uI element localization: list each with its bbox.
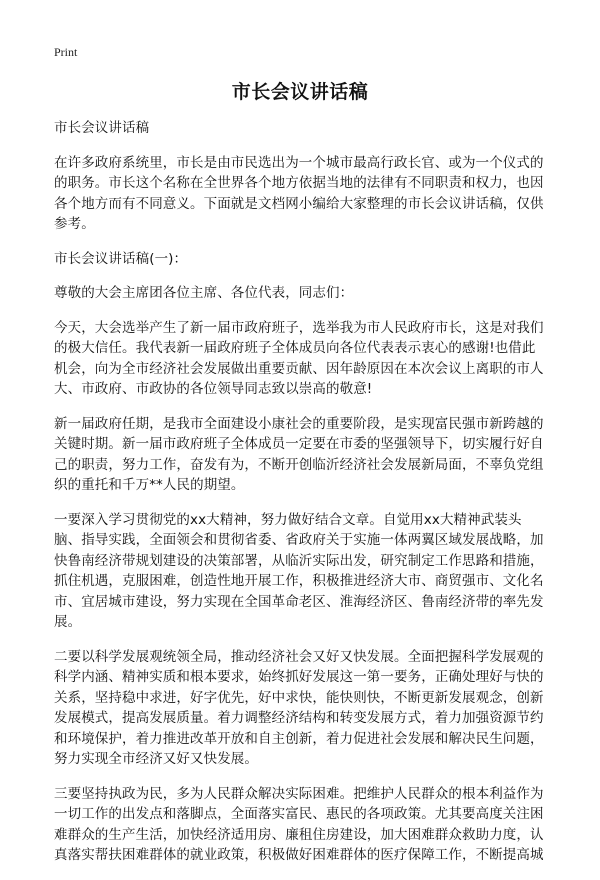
speech-paragraph: 二要以科学发展观统领全局，推动经济社会又好又快发展。全面把握科学发展观的科学内涵、精神实质和根本要求，始终抓好发展这一第一要务，正确处理好与快的关系，坚持稳中求进，好字优先，好中求快，能快则快，不断更新发展观念，创新发展模式，提高发展质量。着力调整经济结构和转变发展方式，着力加强资源节约和环境保护，着力推进改革开放和自主创新，着力促进社会发展和解决民生问题，努力实现全市经济又好又快发展。 bbox=[54, 648, 544, 767]
speech-heading: 市长会议讲话稿(一)： bbox=[54, 250, 188, 267]
section-heading: 市长会议讲话稿 bbox=[54, 120, 150, 136]
salutation-paragraph: 尊敬的大会主席团各位主席、各位代表，同志们： bbox=[54, 285, 354, 301]
document-body bbox=[54, 118, 545, 880]
speech-paragraph: 新一届政府任期，是我市全面建设小康社会的重要阶段，是实现富民强市新跨越的关键时期。新一届市政府班子全体成员一定要在市委的坚强领导下，切实履行好自己的职责，努力工作，奋发有为，不断开创临沂经济社会发展新局面，不辜负党组织的重托和千万**人民的期望。 bbox=[54, 415, 544, 493]
page-title: 市长会议讲话稿 bbox=[231, 81, 369, 103]
intro-paragraph: 在许多政府系统里，市长是由市民选出为一个城市最高行政长官、或为一个仪式的的职务。市长这个名称在全世界各个地方依据当地的法律有不同职责和权力，也因各个地方而有不同意义。下面就是文档网小编给大家整理的市长会议讲话稿，仅供参考。 bbox=[54, 154, 544, 232]
speech-paragraph: 一要深入学习贯彻党的xx大精神，努力做好结合文章。自觉用xx大精神武装头脑、指导实践，全面领会和贯彻省委、省政府关于实施一体两翼区域发展战略，加快鲁南经济带规划建设的决策部署，从临沂实际出发，研究制定工作思路和措施，抓住机遇，克服困难，创造性地开展工作，积极推进经济大市、商贸强市、文化名市、宜居城市建设，努力实现在全国革命老区、淮海经济区、鲁南经济带的率先发展。 bbox=[54, 511, 544, 630]
speech-paragraph: 三要坚持执政为民，多为人民群众解决实际困难。把维护人民群众的根本利益作为一切工作的出发点和落脚点，全面落实富民、惠民的各项政策。尤其要高度关注困难群众的生产生活，加快经济适用房、廉租住房建设，加大困难群众救助力度，认真落实帮扶困难群体的就业政策，积极做好困难群体的医疗保障工作，不断提高城 bbox=[54, 785, 544, 863]
print-label: Print bbox=[54, 45, 78, 59]
speech-paragraph: 今天，大会选举产生了新一届市政府班子，选举我为市人民政府市长，这是对我们的极大信任。我代表新一届政府班子全体成员向各位代表表示衷心的感谢!也借此机会，向为全市经济社会发展做出重要贡献、因年龄原因在本次会议上离职的市人大、市政府、市政协的各位领导同志致以崇高的敬意! bbox=[54, 319, 544, 397]
